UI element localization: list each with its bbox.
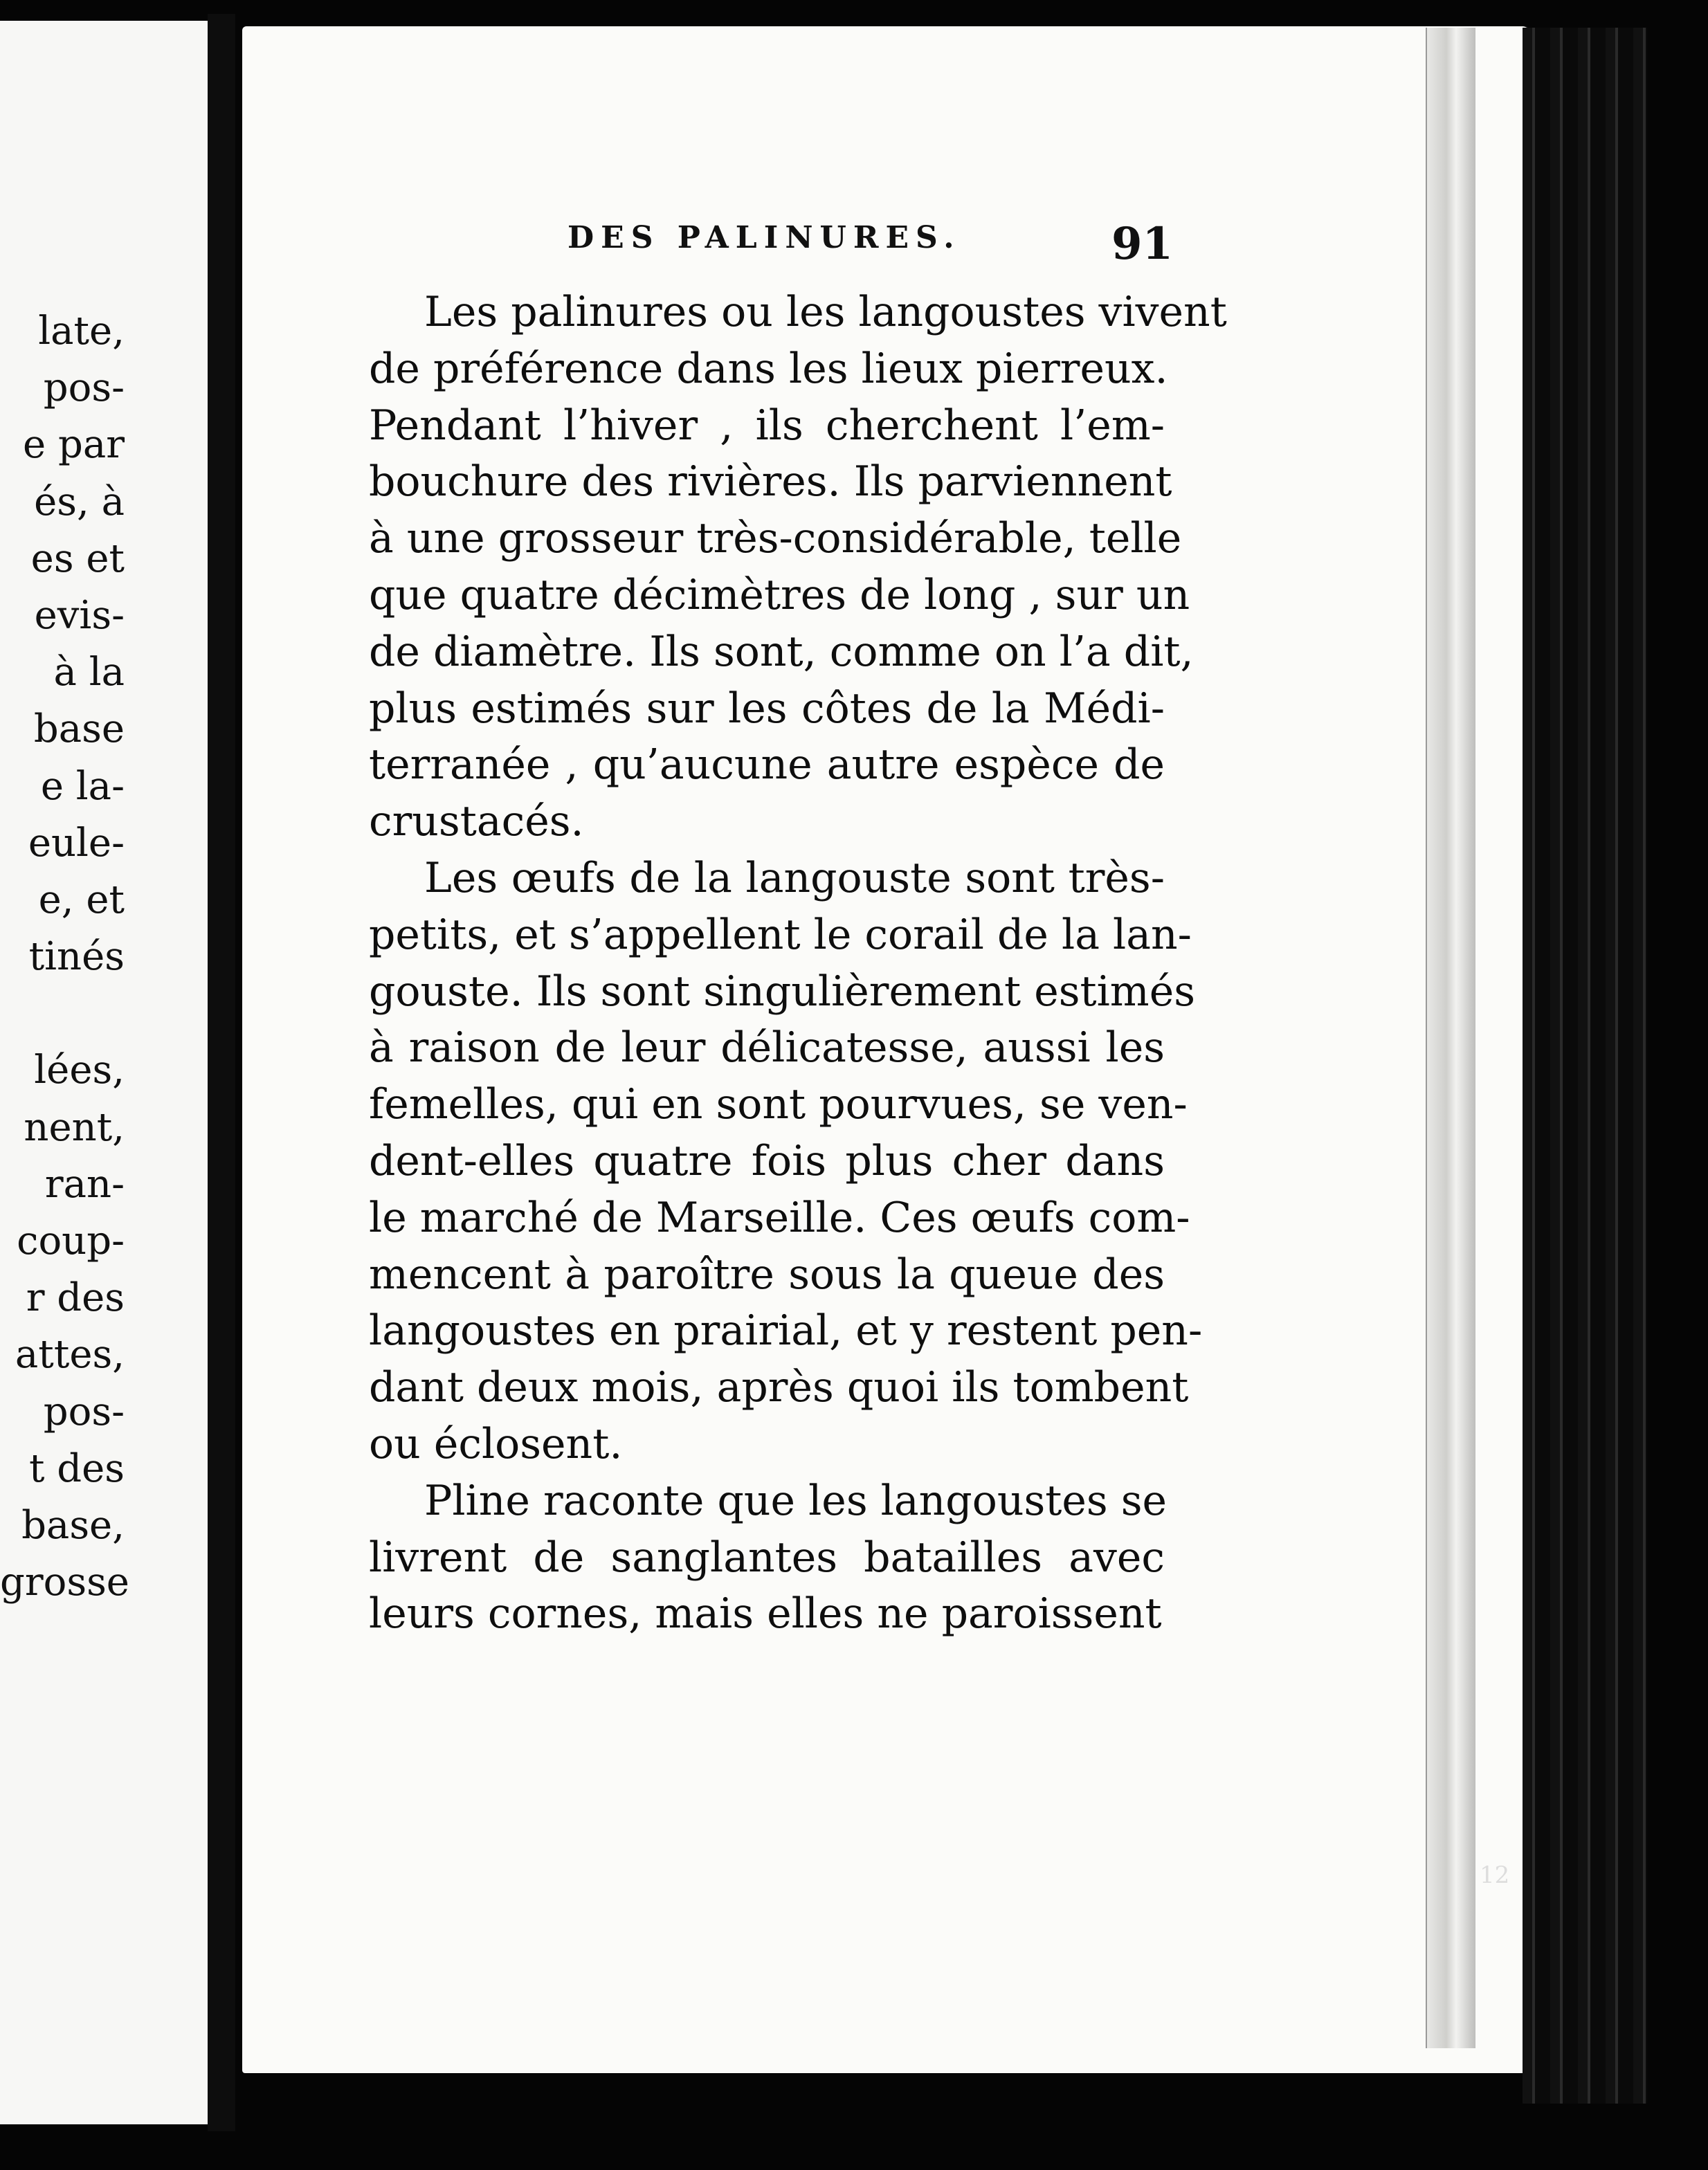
previous-page-line: és, à — [34, 479, 125, 525]
previous-page-line: base — [33, 706, 125, 752]
previous-page-line: e, et — [38, 877, 125, 922]
previous-page-line: evis- — [34, 592, 125, 638]
margin-mark: 12 — [1480, 1861, 1510, 1889]
previous-page-line: r des — [26, 1275, 125, 1321]
text-line: livrent de sanglantes batailles avec — [369, 1533, 1165, 1582]
previous-page-line: ran- — [44, 1161, 125, 1207]
text-line: Les palinures ou les langoustes vivent — [424, 288, 1227, 336]
text-line: leurs cornes, mais elles ne paroissent — [369, 1589, 1162, 1639]
paragraph — [369, 850, 1203, 1472]
previous-page-line: e par — [23, 422, 125, 468]
text-line: de préférence dans les lieux pierreux. — [369, 344, 1168, 393]
text-line: Les œufs de la langouste sont très- — [424, 853, 1165, 902]
text-line: bouchure des rivières. Ils parviennent — [369, 457, 1172, 507]
previous-page-line: à la — [53, 650, 125, 695]
page-edges — [1426, 28, 1475, 2048]
previous-page-line: tinés — [28, 934, 125, 980]
previous-page-line: base, — [21, 1502, 125, 1548]
running-head: DES PALINURES. — [567, 220, 961, 255]
previous-page-line: es et — [30, 536, 125, 581]
previous-page-line: attes, — [15, 1332, 125, 1378]
text-line: crustacés. — [369, 797, 584, 846]
book-binding — [1523, 28, 1647, 2104]
text-line: langoustes en prairial, et y restent pen- — [369, 1306, 1203, 1356]
previous-page-line: e la- — [40, 763, 125, 809]
previous-page-line — [0, 985, 208, 1042]
text-line: femelles, qui en sont pourvues, se ven- — [369, 1080, 1188, 1129]
text-line: ou éclosent. — [369, 1419, 623, 1468]
previous-page-line: nent, — [24, 1104, 125, 1150]
book-gutter — [208, 14, 235, 2131]
text-line: Pline raconte que les langoustes se — [424, 1476, 1168, 1525]
body-text — [369, 284, 1227, 1642]
text-line: mencent à paroître sous la queue des — [369, 1250, 1165, 1299]
text-line: gouste. Ils sont singulièrement estimés — [369, 967, 1195, 1016]
previous-page-text — [0, 303, 208, 1611]
paragraph — [369, 284, 1227, 850]
previous-page-line: coup- — [17, 1219, 125, 1264]
text-line: Pendant l’hiver , ils cherchent l’em- — [369, 401, 1165, 450]
previous-page-line: grosse — [0, 1560, 129, 1605]
previous-page-line: eule- — [28, 820, 125, 866]
previous-page-line: late, — [38, 309, 125, 354]
previous-page-line: pos- — [43, 365, 125, 411]
previous-page — [0, 21, 212, 2124]
text-line: à une grosseur très-considérable, telle — [369, 514, 1182, 563]
text-line: de diamètre. Ils sont, comme on l’a dit, — [369, 627, 1194, 676]
text-line: à raison de leur délicatesse, aussi les — [369, 1023, 1165, 1073]
text-line: petits, et s’appellent le corail de la lan- — [369, 910, 1192, 959]
text-line: le marché de Marseille. Ces œufs com- — [369, 1193, 1190, 1242]
page-number: 91 — [1111, 218, 1174, 270]
text-line: plus estimés sur les côtes de la Médi- — [369, 684, 1165, 733]
text-line: dent-elles quatre fois plus cher dans — [369, 1136, 1165, 1185]
text-line: que quatre décimètres de long , sur un — [369, 570, 1190, 619]
text-line: dant deux mois, après quoi ils tombent — [369, 1363, 1189, 1412]
previous-page-line: lées, — [34, 1048, 125, 1093]
paragraph — [369, 1472, 1168, 1642]
previous-page-line: pos- — [43, 1389, 125, 1434]
previous-page-line: t des — [28, 1446, 125, 1491]
text-line: terranée , qu’aucune autre espèce de — [369, 740, 1165, 790]
